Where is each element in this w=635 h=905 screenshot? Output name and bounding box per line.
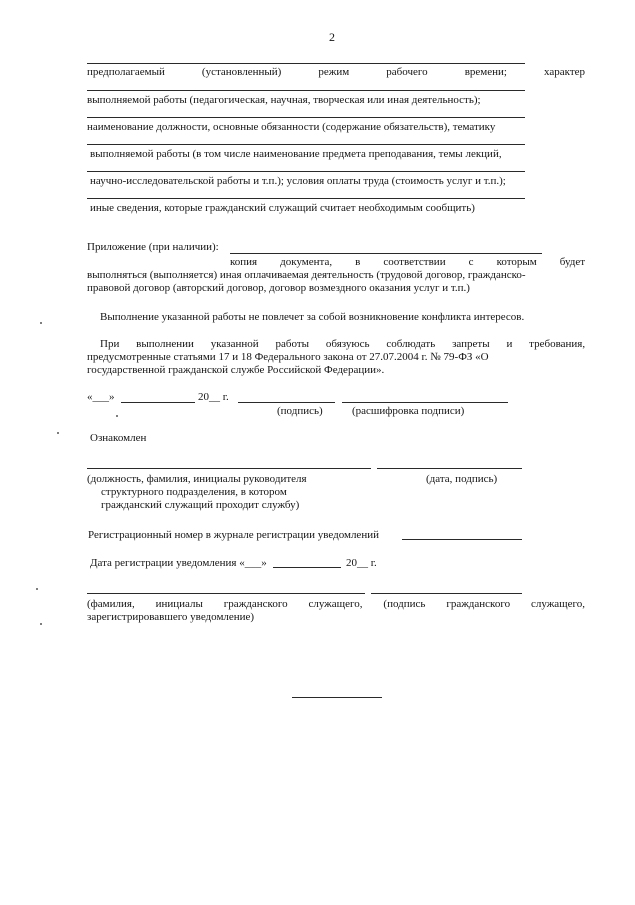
registrar-caption-line-1 — [87, 598, 585, 611]
registrar-caption-line-2: зарегистрировавшего уведомление) — [87, 611, 255, 623]
underline-rule — [87, 90, 525, 91]
word: При — [100, 338, 120, 350]
work-description-line-2: выполняемой работы (педагогическая, научная, творческая или иная деятельность); — [87, 94, 481, 106]
word: будет — [559, 256, 586, 268]
signature-label: (подпись) — [277, 405, 323, 417]
underline-rule — [87, 144, 525, 145]
registration-number-field-line[interactable] — [402, 539, 522, 540]
manager-date-signature-label: (дата, подпись) — [426, 473, 498, 485]
underline-rule — [87, 171, 525, 172]
date-day-field[interactable]: «___» — [87, 391, 115, 403]
word: характер — [544, 66, 586, 78]
work-description-line-1 — [87, 66, 585, 79]
underline-rule — [87, 63, 525, 64]
underline-rule — [87, 198, 525, 199]
scan-speck — [40, 623, 42, 625]
word: в — [355, 256, 361, 268]
word: рабочего — [386, 66, 428, 78]
attachment-line-2: выполняться (выполняется) иная оплачиваемая деятельность (трудовой договор, гражданско- — [87, 269, 526, 281]
word: (фамилия, — [87, 598, 135, 610]
attachment-line-3: правовой договор (авторский договор, договор возмездного оказания услуг и т.п.) — [87, 282, 470, 294]
acknowledged-label: Ознакомлен — [90, 432, 147, 444]
word: запреты — [452, 338, 490, 350]
manager-field-line[interactable] — [87, 468, 371, 469]
closing-separator — [292, 697, 382, 698]
registrar-signature-field-line[interactable] — [371, 593, 522, 594]
signature-field-line[interactable] — [238, 402, 335, 403]
scan-speck — [57, 432, 59, 434]
word: копия — [230, 256, 258, 268]
attachment-label: Приложение (при наличии): — [87, 241, 219, 253]
work-description-line-5: научно-исследовательской работы и т.п.); условия оплаты труда (стоимость услуг и т.п.); — [90, 175, 506, 187]
page-number: 2 — [329, 30, 335, 44]
underline-rule — [87, 117, 525, 118]
manager-caption-line-1: (должность, фамилия, инициалы руководителя — [87, 473, 307, 485]
obligation-line-1 — [100, 338, 585, 351]
scan-speck — [116, 415, 118, 417]
word: времени; — [464, 66, 507, 78]
registration-month-field-line[interactable] — [273, 567, 341, 568]
word: с — [468, 256, 474, 268]
word: которым — [496, 256, 537, 268]
word: инициалы — [155, 598, 203, 610]
word: (подпись — [383, 598, 426, 610]
work-description-line-3: наименование должности, основные обязанности (содержание обязательств), тематику — [87, 121, 496, 133]
word: предполагаемый — [87, 66, 165, 78]
work-description-line-4: выполняемой работы (в том числе наименование предмета преподавания, темы лекций, — [90, 148, 502, 160]
word: (установленный) — [201, 66, 282, 78]
word: выполнении — [136, 338, 194, 350]
date-month-field-line[interactable] — [121, 402, 195, 403]
registration-year[interactable]: 20__ г. — [346, 557, 377, 569]
registration-date-label: Дата регистрации уведомления «___» — [90, 557, 267, 569]
obligation-line-3: государственной гражданской службе Российской Федерации». — [87, 364, 385, 376]
word: обязуюсь — [325, 338, 370, 350]
conflict-statement: Выполнение указанной работы не повлечет за собой возникновение конфликта интересов. — [100, 311, 525, 323]
word: гражданского — [223, 598, 288, 610]
obligation-line-2: предусмотренные статьями 17 и 18 Федерального закона от 27.07.2004 г. № 79-ФЗ «О — [87, 351, 489, 363]
scan-speck — [40, 322, 42, 324]
decryption-field-line[interactable] — [342, 402, 508, 403]
word: режим — [318, 66, 350, 78]
word: и требования, — [506, 338, 586, 350]
manager-caption-line-2: структурного подразделения, в котором — [101, 486, 287, 498]
word: работы — [275, 338, 310, 350]
word: документа, — [280, 256, 333, 268]
scan-speck — [36, 588, 38, 590]
date-year-field[interactable]: 20__ г. — [198, 391, 229, 403]
word: служащего, — [308, 598, 363, 610]
manager-date-field-line[interactable] — [377, 468, 522, 469]
work-description-line-6: иные сведения, которые гражданский служащий считает необходимым сообщить) — [90, 202, 475, 214]
registrar-name-field-line[interactable] — [87, 593, 365, 594]
manager-caption-line-3: гражданский служащий проходит службу) — [101, 499, 300, 511]
attachment-line-1 — [230, 256, 585, 269]
attachment-field-line[interactable] — [230, 253, 542, 254]
word: служащего, — [530, 598, 586, 610]
word: соответствии — [383, 256, 446, 268]
word: гражданского — [446, 598, 511, 610]
word: соблюдать — [386, 338, 436, 350]
decryption-label: (расшифровка подписи) — [352, 405, 465, 417]
registration-number-label: Регистрационный номер в журнале регистрации уведомлений — [88, 529, 379, 541]
word: указанной — [210, 338, 259, 350]
